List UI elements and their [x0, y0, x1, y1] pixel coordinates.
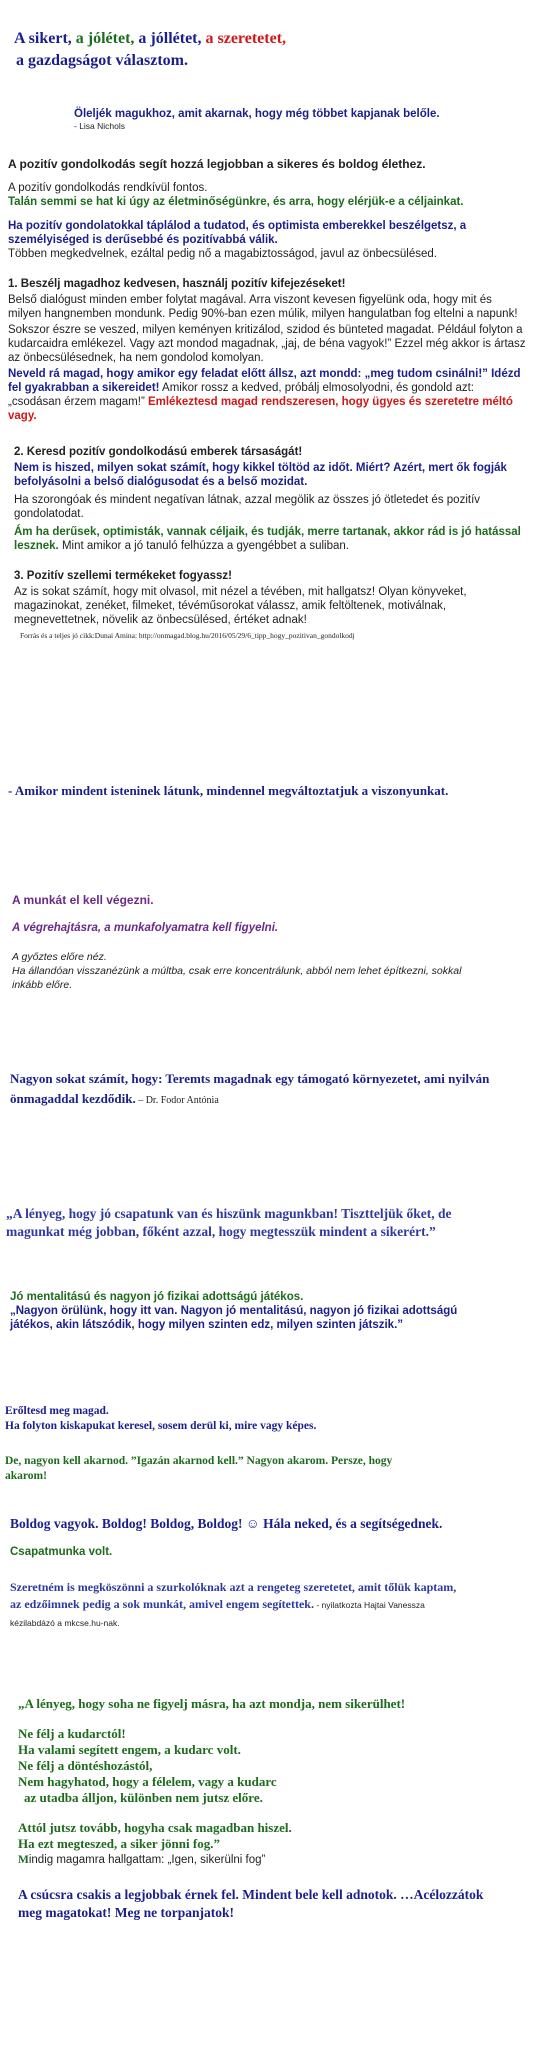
munka-l2: A végrehajtásra, a munkafolyamatra kell figyelni.: [12, 922, 279, 934]
final-l9: [18, 1852, 488, 1868]
boldog-credit: - nyilatkozta Hajtai Vanessza kézilabdázó a mkcse.hu-nak.: [10, 1600, 425, 1628]
article-source: Forrás és a teljes jó cikk:Dunai Amina: http://onmagad.blog.hu/2016/05/29/6_tipp_hogy_pozitivan_gondolkodj: [20, 631, 355, 640]
munka-l4: Ha állandóan visszanézünk a múltba, csak erre koncentrálunk, abból nem lehet építkezni, sokkal inkább előre.: [12, 965, 462, 991]
section2-p1: Nem is hiszed, milyen sokat számít, hogy kikkel töltöd az időt. Miért? Azért, mert ők fogják befolyásolni a belső dialógusodat és a belső mozidat.: [14, 462, 507, 488]
section2-p3b: Mint amikor a jó tanuló felhúzza a gyengébbet a suliban.: [58, 540, 349, 552]
boldog-block: [10, 1515, 470, 1632]
top-word-jollet: a jóllétet,: [138, 30, 202, 47]
section1-p3a: Neveld rá magad, hogy amikor egy feladat előtt állsz, azt mondd: „meg tudom csinálni!” Idézd fel gyakrabban a sikereidet!: [8, 368, 521, 394]
erositsd-l3: De, nagyon kell akarnod. ”Igazán akarnod kell.” Nagyon akarom. Persze, hogy akarom!: [5, 1455, 393, 1482]
fodor-author: – Dr. Fodor Antónia: [135, 1095, 219, 1106]
section1-p3: [8, 367, 528, 423]
top-word-siker: A sikert,: [14, 30, 72, 47]
top-word-jolet: a jólétet,: [75, 30, 135, 47]
section1-p3c: Emlékeztesd magad rendszeresen, hogy ügyes és szeretetre méltó vagy.: [8, 396, 513, 422]
munka-block: [12, 893, 492, 992]
section2-p2: Ha szorongóak és mindent negatívan látnak, azzal megölik az összes jó ötletedet és pozitív gondolatodat.: [14, 494, 481, 520]
top-word-szeretet: a szeretetet,: [205, 30, 287, 47]
top-line1: [14, 28, 514, 50]
article-heading: A pozitív gondolkodás segít hozzá legjobban a sikeres és boldog élethez.: [8, 157, 426, 171]
final-block: [18, 1696, 488, 1922]
boldog-l3: Szeretném is megköszönni a szurkolóknak azt a rengeteg szeretetet, amit tőlük kaptam, az edzőimnek pedig a sok munkát, amivel engem segítettek.: [10, 1580, 457, 1611]
section3-title: 3. Pozitív szellemi termékeket fogyassz!: [14, 570, 232, 582]
erositsd-block: [5, 1404, 425, 1484]
munka-l3: A győztes előre néz.: [12, 951, 107, 963]
erositsd-l2: Ha folyton kiskapukat keresel, sosem derül ki, mire vagy képes.: [5, 1420, 317, 1432]
isten-line: - Amikor mindent isteninek látunk, mindennel megváltoztatjuk a viszonyunkat.: [8, 783, 449, 798]
boldog-l1: Boldog vagyok. Boldog! Boldog, Boldog! ☺ Hála neked, és a segítségednek.: [10, 1516, 443, 1531]
final-l7: Attól jutsz tovább, hogyha csak magadban hiszel.: [18, 1820, 292, 1835]
section1-title: 1. Beszélj magadhoz kedvesen, használj pozitív kifejezéseket!: [8, 278, 346, 290]
article: [8, 157, 528, 641]
lenyeg-quote: „A lényeg, hogy jó csapatunk van és hiszünk magunkban! Tisztteljük őket, de magunkat még jobban, főként azzal, hogy megtesszük mindent a sikerért.”: [6, 1206, 452, 1239]
final-l9b: indig magamra hallgattam: „Igen, sikerülni fog”: [28, 1854, 266, 1866]
top-line2: a gazdagságot választom.: [16, 52, 188, 69]
boldog-l3-wrap: [10, 1579, 470, 1632]
article-p2: Talán semmi se hat ki úgy az életminőségünkre, és arra, hogy elérjük-e a céljainkat.: [8, 196, 464, 208]
section2-p3a: Ám ha derűsek, optimisták, vannak céljaik, és tudják, merre tartanak, akkor rád is jó hatással lesznek.: [14, 526, 521, 552]
article-p4: Többen megkedvelnek, ezáltal pedig nő a magabiztosságod, javul az önbecsülésed.: [8, 248, 437, 260]
final-l4: Ne félj a döntéshozástól,: [18, 1758, 153, 1773]
final-l9a: M: [18, 1854, 29, 1866]
article-p3: Ha pozitív gondolatokkal táplálod a tudatod, és optimista emberekkel beszélgetsz, a személyiséged is derűsebbé és pozitívabbá válik.: [8, 220, 467, 246]
final-l5: Nem hagyhatod, hogy a félelem, vagy a kudarc: [18, 1774, 277, 1789]
quote-lisa-text: Öleljék magukhoz, amit akarnak, hogy még többet kapjanak belőle.: [74, 108, 440, 120]
mental-block: [10, 1290, 480, 1332]
munka-l1: A munkát el kell végezni.: [12, 893, 154, 907]
fodor-text: Nagyon sokat számít, hogy: Teremts magadnak egy támogató környezetet, ami nyilván önmagaddal kezdődik.: [10, 1071, 490, 1106]
final-l1: „A lényeg, hogy soha ne figyelj másra, ha azt mondja, nem sikerülhet!: [18, 1696, 406, 1711]
quote-lisa-author: - Lisa Nichols: [74, 121, 126, 131]
mental-l1: Jó mentalitású és nagyon jó fizikai adottságú játékos.: [10, 1291, 304, 1303]
final-l3: Ha valami segített engem, a kudarc volt.: [18, 1742, 241, 1757]
section1-p3b: Amikor rossz a kedved, próbálj elmosolyodni, és gondold azt: „csodásan érzem magam!”: [8, 382, 474, 408]
section1-p2: Sokszor észre se veszed, milyen keményen kritizálod, szidod és bünteted magadat. Például folyton a kudarcaidra emlékezel. Vagy azt mondod magadnak, „jaj, de béna vagyok!” Ezzel még akkor is ártasz az önbecsülésednek, ha nem gondolod komolyan.: [8, 324, 526, 364]
section2-title: 2. Keresd pozitív gondolkodású emberek társaságát!: [14, 446, 303, 458]
mental-l2: „Nagyon örülünk, hogy itt van. Nagyon jó mentalitású, nagyon jó fizikai adottságú játékos, akin látszódik, hogy milyen szinten edz, milyen szinten játszik.”: [10, 1305, 458, 1331]
erositsd-l1: Erőltesd meg magad.: [5, 1405, 109, 1417]
final-l10: A csúcsra csakis a legjobbak érnek fel. Mindent bele kell adnotok. …Acélozzátok meg magatokat! Meg ne torpanjatok!: [18, 1887, 484, 1920]
section3-p1: Az is sokat számít, hogy mit olvasol, mit nézel a tévében, mit hallgatsz! Olyan könyveket, magazinokat, zenéket, filmeket, tévéműsorokat válassz, amik feltöltenek, motiválnak, megnevettetnek, növelik az önbecsülésed, értéket adnak!: [14, 586, 467, 626]
top-heading: [14, 28, 514, 72]
boldog-l2: Csapatmunka volt.: [10, 1546, 113, 1558]
fodor-quote: [10, 1069, 500, 1111]
article-p1: A pozitív gondolkodás rendkívül fontos.: [8, 182, 208, 194]
section2-p3: [8, 525, 528, 553]
final-l6: az utadba álljon, különben nem jutsz előre.: [24, 1790, 263, 1805]
quote-lisa: [74, 107, 514, 132]
final-l8: Ha ezt megteszed, a siker jönni fog.”: [18, 1836, 220, 1851]
section1-p1: Belső dialógust minden ember folytat magával. Arra viszont kevesen figyelünk oda, hogy mit és milyen hangnemben mondunk. Pedig 90%-ban ezen múlik, milyen hangulatban fog eltelni a napunk!: [8, 294, 518, 320]
final-l2: Ne félj a kudarctól!: [18, 1726, 126, 1741]
